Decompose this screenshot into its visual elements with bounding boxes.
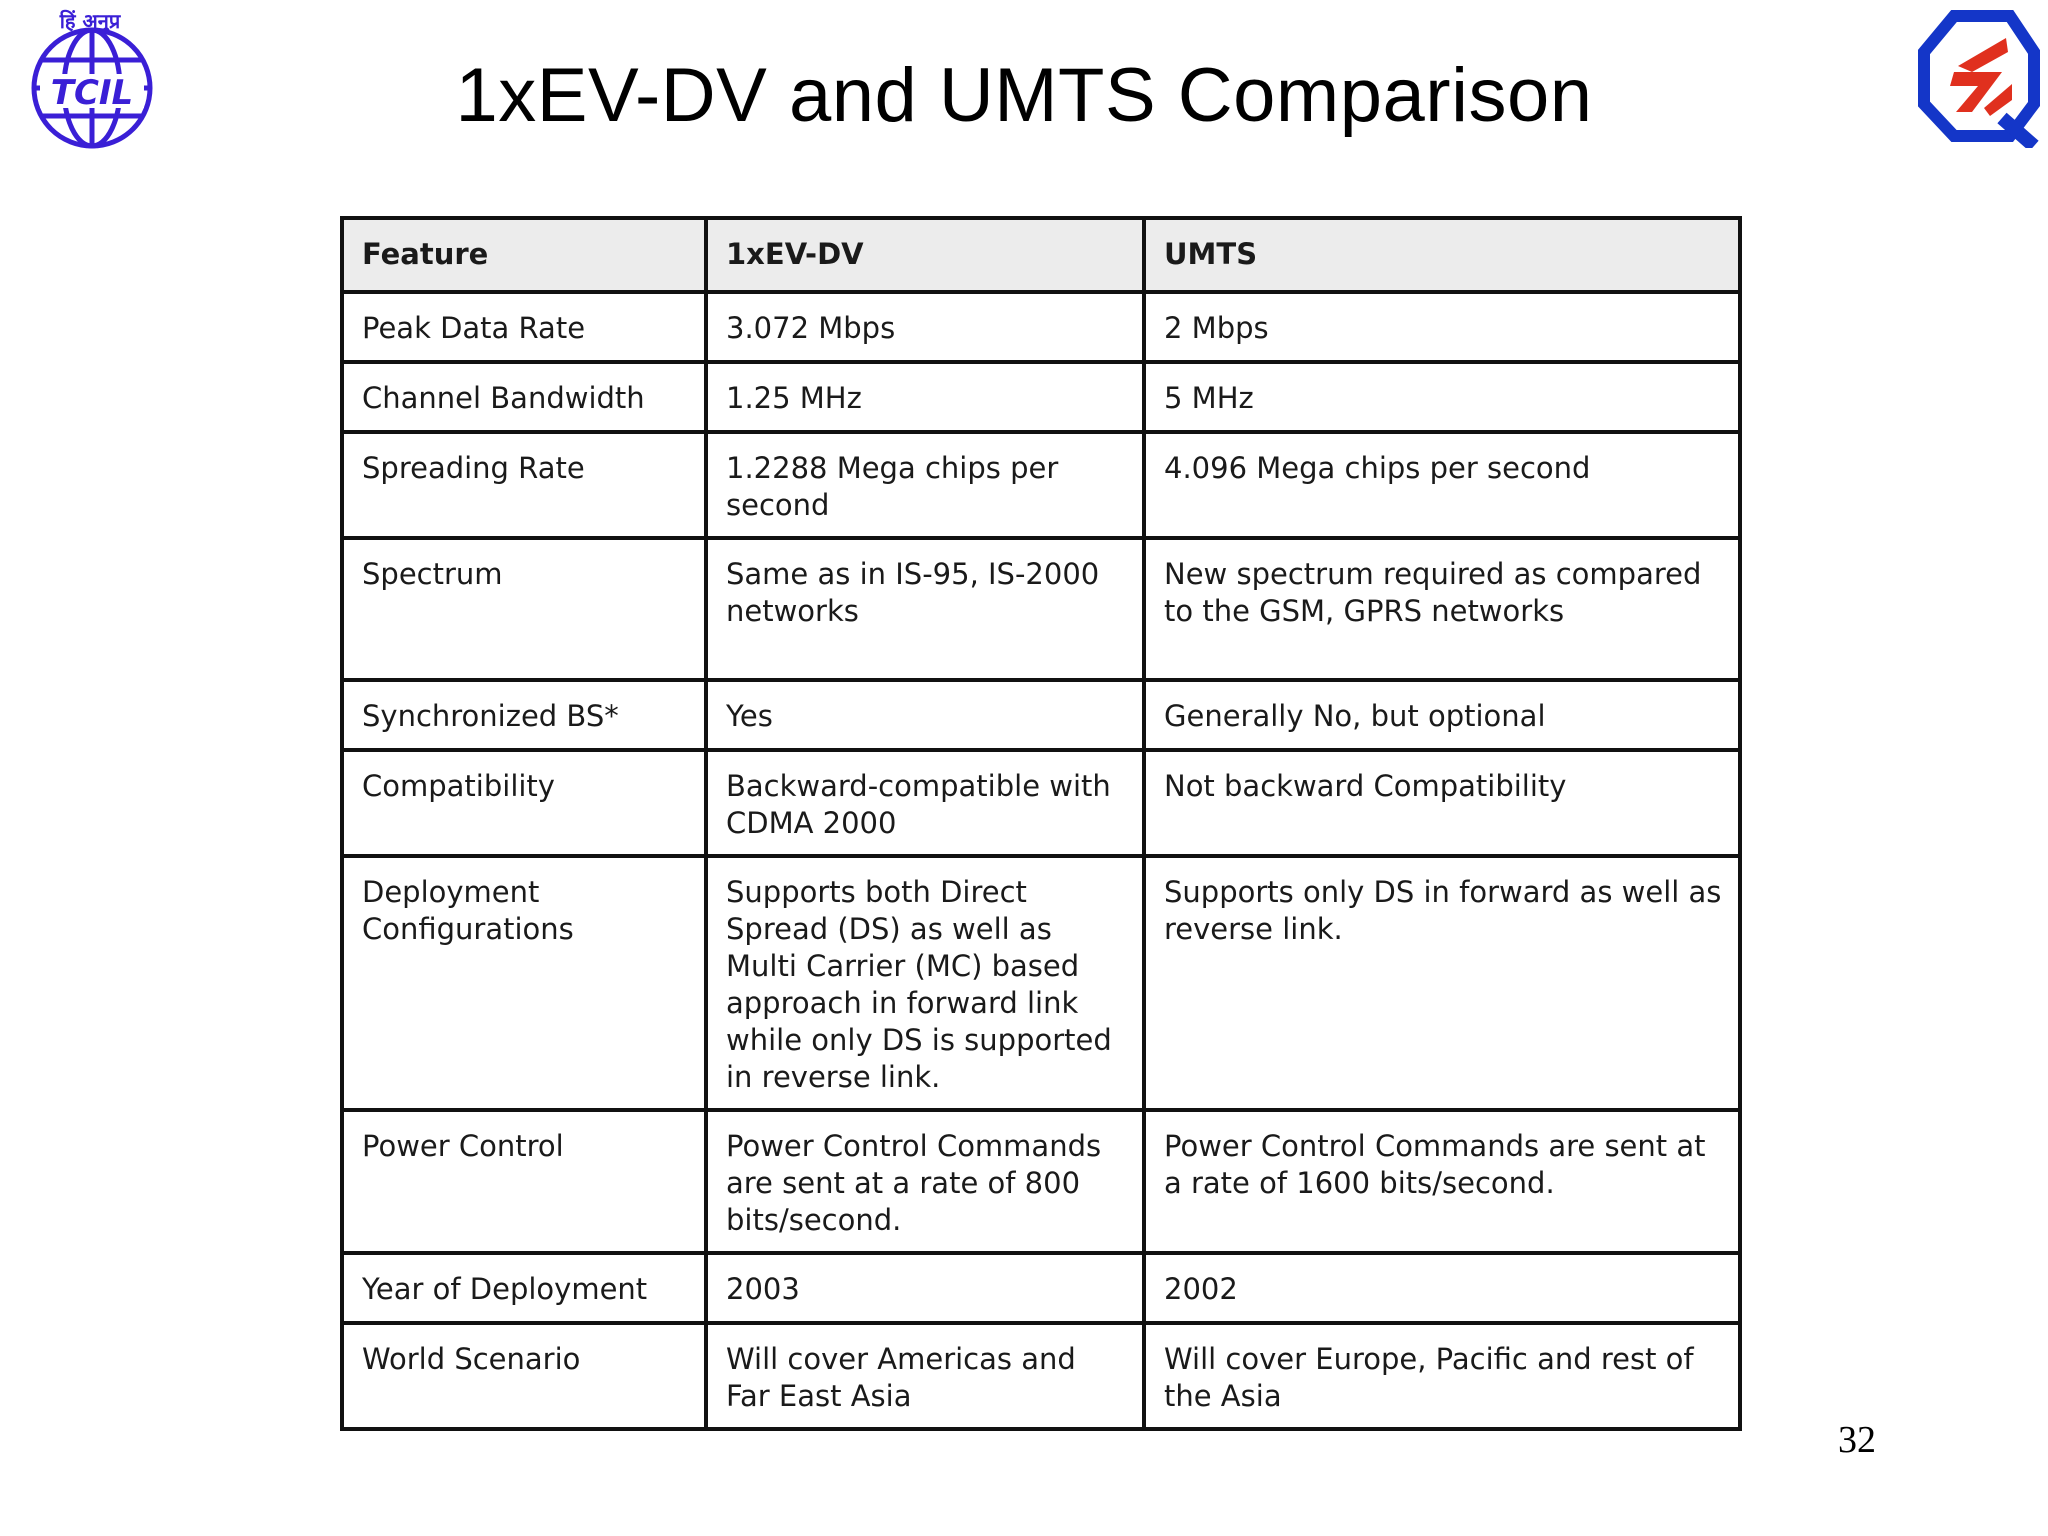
- table-row: [342, 1323, 1740, 1429]
- feature-cell: Deployment Configurations: [342, 856, 706, 1110]
- page-number: 32: [1838, 1419, 1876, 1461]
- table-row: [342, 538, 1740, 680]
- feature-cell: Synchronized BS*: [342, 680, 706, 750]
- umts-cell: 2002: [1144, 1253, 1740, 1323]
- table-row: [342, 856, 1740, 1110]
- header-umts: UMTS: [1144, 218, 1740, 292]
- umts-cell: Not backward Compatibility: [1144, 750, 1740, 856]
- umts-cell: 2 Mbps: [1144, 292, 1740, 362]
- umts-cell: 5 MHz: [1144, 362, 1740, 432]
- umts-cell: Generally No, but optional: [1144, 680, 1740, 750]
- feature-cell: Compatibility: [342, 750, 706, 856]
- table-row: [342, 432, 1740, 538]
- comparison-table: [340, 216, 1742, 1431]
- evdv-cell: Backward-compatible with CDMA 2000: [706, 750, 1144, 856]
- q-logo: [1914, 8, 2040, 148]
- table-row: [342, 680, 1740, 750]
- svg-text:हिं अनुप्र: हिं अनुप्र: [59, 9, 121, 33]
- table-row: [342, 1110, 1740, 1253]
- evdv-cell: 2003: [706, 1253, 1144, 1323]
- evdv-cell: Same as in IS-95, IS-2000 networks: [706, 538, 1144, 680]
- feature-cell: Spectrum: [342, 538, 706, 680]
- feature-cell: Channel Bandwidth: [342, 362, 706, 432]
- umts-cell: New spectrum required as compared to the GSM, GPRS networks: [1144, 538, 1740, 680]
- evdv-cell: 1.2288 Mega chips per second: [706, 432, 1144, 538]
- feature-cell: Year of Deployment: [342, 1253, 706, 1323]
- svg-text:TCIL: TCIL: [50, 73, 134, 113]
- evdv-cell: Will cover Americas and Far East Asia: [706, 1323, 1144, 1429]
- header-1xev-dv: 1xEV-DV: [706, 218, 1144, 292]
- header-feature: Feature: [342, 218, 706, 292]
- table-row: [342, 750, 1740, 856]
- evdv-cell: Power Control Commands are sent at a rate of 800 bits/second.: [706, 1110, 1144, 1253]
- table-row: [342, 1253, 1740, 1323]
- evdv-cell: 3.072 Mbps: [706, 292, 1144, 362]
- table-header-row: [342, 218, 1740, 292]
- feature-cell: Power Control: [342, 1110, 706, 1253]
- evdv-cell: Yes: [706, 680, 1144, 750]
- table-row: [342, 362, 1740, 432]
- umts-cell: Will cover Europe, Pacific and rest of the Asia: [1144, 1323, 1740, 1429]
- evdv-cell: 1.25 MHz: [706, 362, 1144, 432]
- feature-cell: World Scenario: [342, 1323, 706, 1429]
- feature-cell: Peak Data Rate: [342, 292, 706, 362]
- umts-cell: Power Control Commands are sent at a rate of 1600 bits/second.: [1144, 1110, 1740, 1253]
- umts-cell: Supports only DS in forward as well as reverse link.: [1144, 856, 1740, 1110]
- table-row: [342, 292, 1740, 362]
- feature-cell: Spreading Rate: [342, 432, 706, 538]
- slide-title: 1xEV-DV and UMTS Comparison: [455, 53, 1593, 138]
- umts-cell: 4.096 Mega chips per second: [1144, 432, 1740, 538]
- evdv-cell: Supports both Direct Spread (DS) as well as Multi Carrier (MC) based approach in forward link while only DS is supported in reverse link.: [706, 856, 1144, 1110]
